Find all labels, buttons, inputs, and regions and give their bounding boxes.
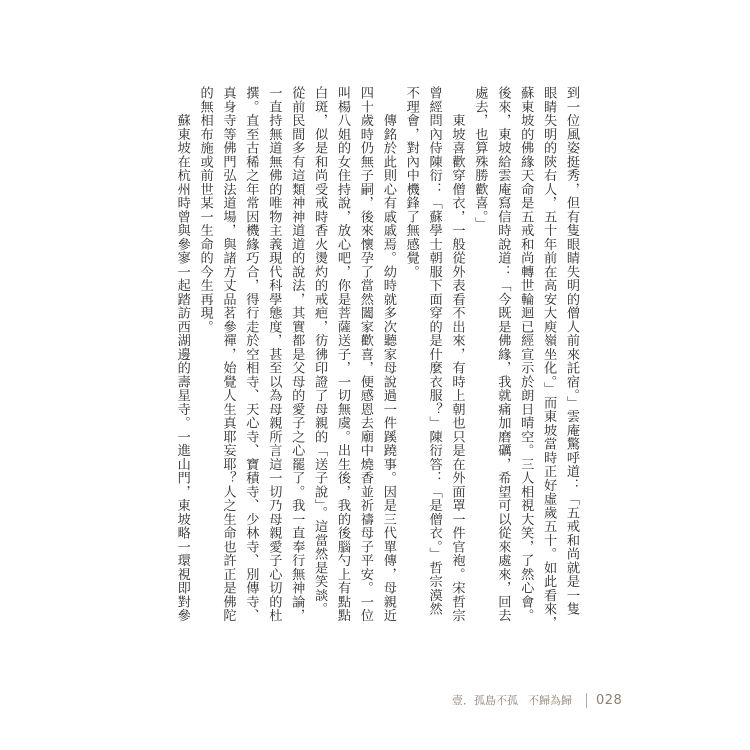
text-column: 曾經問內侍陳衍：「蘇學士朝服下面穿的是什麼衣服？」陳衍答：「是僧衣。」哲宗漠然 xyxy=(426,86,442,616)
text-column: 叫楊八姐的女住持說，放心吧，你是菩薩送子，一切無虞。出生後，我的後腦勺上有點點 xyxy=(335,86,350,623)
text-column: 眼睛失明的陝右人，五十年前在高安大庾嶺坐化。」而東坡當時正好虛歲五十。如此看來， xyxy=(541,86,557,630)
text-column: 蘇東坡的佛緣天命是五戒和尚轉世輪迴已經宣示於朗日晴空。三人相視大笑，了然心會。 xyxy=(518,86,534,623)
text-column: 從前民間多有這類神神道道的說法，其實都是父母的愛子之心罷了。我一直奉行無神論， xyxy=(289,86,305,623)
body-text xyxy=(170,86,583,646)
chapter-title: 不歸為歸 xyxy=(528,694,572,707)
footer-divider xyxy=(586,693,587,708)
page-footer xyxy=(452,692,622,708)
text-column: 到一位風姿挺秀，但有隻眼睛失明的僧人前來託宿。」雲庵驚呼道：「五戒和尚就是一隻 xyxy=(564,86,579,616)
text-column: 不理會，對內中機鋒了無感覺。 xyxy=(403,86,419,279)
text-column: 真身寺等佛門弘法道場，與諸方丈品茗參禪，始覺人生真耶妄耶？人之生命也許正是佛陀 xyxy=(220,86,236,623)
text-column: 後來，東坡給雲庵寫信時說道：「今既是佛緣，我就痛加磨礪，希望可以從來處來，回去 xyxy=(495,86,511,623)
section-title: 壹．孤島不孤 xyxy=(452,694,518,707)
text-column: 處去，也算殊勝歡喜。」 xyxy=(472,86,488,231)
text-column: 蘇東坡在杭州時曾與參寥一起踏訪西湖邊的壽星寺。一進山門，東坡略一環視即對參 xyxy=(174,86,190,623)
page-number: 028 xyxy=(596,692,623,708)
text-column: 四十歲時仍無子嗣，後來懷孕了當然闔家歡喜，便感恩去廟中燒香並祈禱母子平安。一位 xyxy=(357,86,373,623)
text-column: 東坡喜歡穿僧衣，一般從外表看不出來，有時上朝也只是在外面罩一件官袍。宋哲宗 xyxy=(449,86,465,623)
text-column: 一直持無道無佛的唯物主義現代科學態度，甚至以為母親所言這一切乃母親愛子心切的杜 xyxy=(266,86,282,623)
text-column: 的無相布施或前世某一生命的今生再現。 xyxy=(197,86,213,334)
text-column: 傳銘於此則心有戚戚焉。幼時就多次聽家母說過一件蹊蹺事。因是三代單傳，母親近 xyxy=(380,86,396,623)
text-column: 白斑，似是和尚受戒時香火燙灼的戒疤，彷彿印證了母親的「送子說」。這當然是笑談。 xyxy=(312,86,328,616)
text-column: 撰。直至古稀之年常因機緣巧合，得行走於空相寺、天心寺、寶積寺、少林寺、別傳寺、 xyxy=(243,86,259,623)
